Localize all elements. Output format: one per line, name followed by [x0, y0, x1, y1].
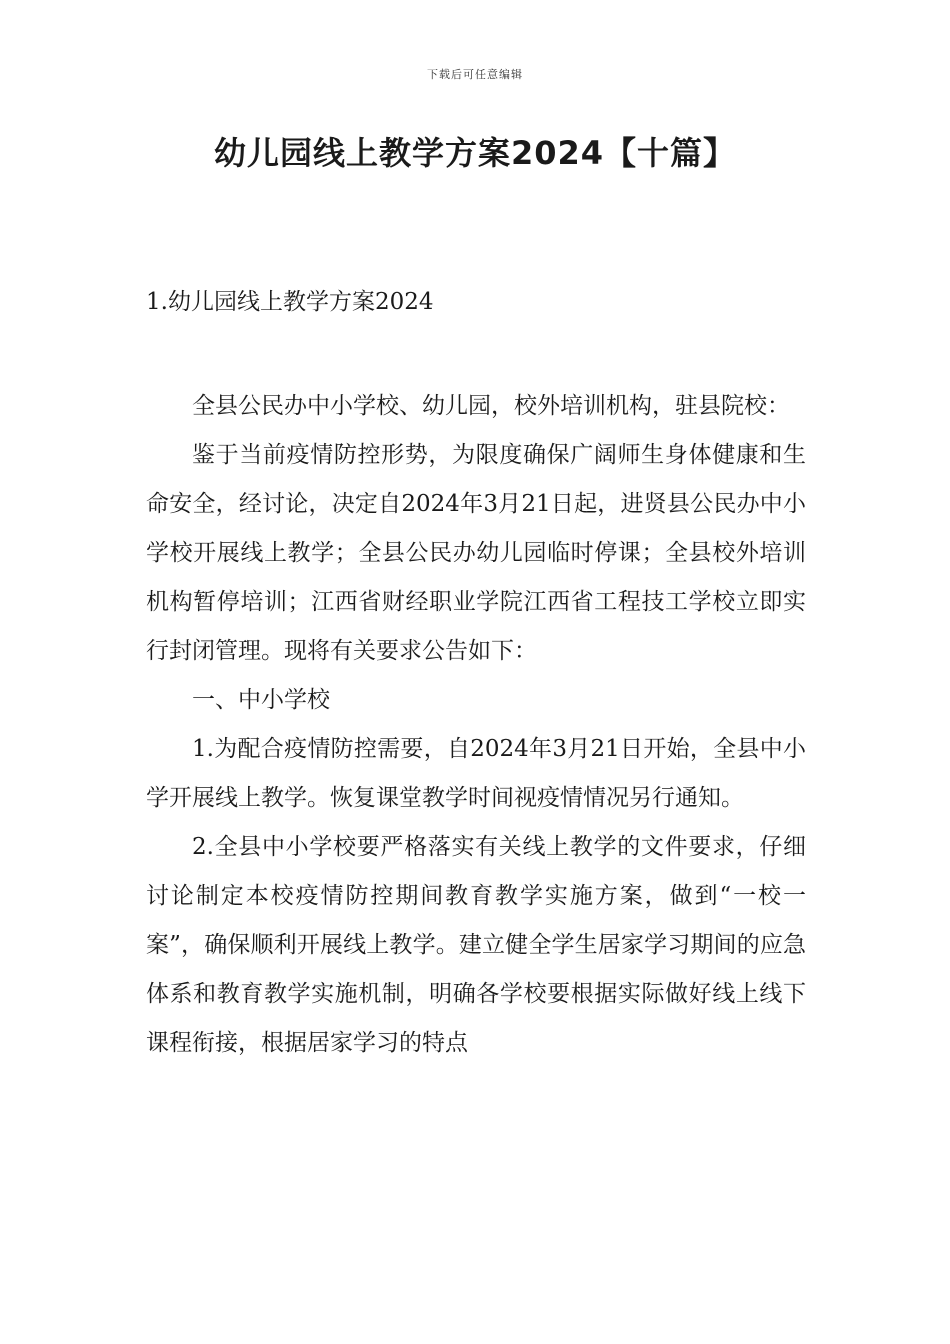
paragraph-decision: 鉴于当前疫情防控形势，为限度确保广阔师生身体健康和生命安全，经讨论，决定自2024年3月21日起，进贤县公民办中小学校开展线上教学；全县公民办幼儿园临时停课；全县校外培训机构暂停培训；江西省财经职业学院江西省工程技工学校立即实行封闭管理。现将有关要求公告如下：	[146, 442, 806, 664]
document-title: 幼儿园线上教学方案2024【十篇】	[213, 134, 737, 172]
paragraph-item-2: 2.全县中小学校要严格落实有关线上教学的文件要求，仔细讨论制定本校疫情防控期间教育教学实施方案，做到“一校一案”，确保顺利开展线上教学。建立健全学生居家学习期间的应急体系和教育教学实施机制，明确各学校要根据实际做好线上线下课程衔接，根据居家学习的特点	[146, 834, 806, 1056]
header-note: 下载后可任意编辑	[427, 68, 523, 81]
paragraph-recipients: 全县公民办中小学校、幼儿园，校外培训机构，驻县院校：	[192, 393, 790, 419]
section-heading: 1.幼儿园线上教学方案2024	[146, 289, 434, 315]
paragraph-item-1: 1.为配合疫情防控需要，自2024年3月21日开始，全县中小学开展线上教学。恢复课堂教学时间视疫情情况另行通知。	[146, 736, 806, 811]
paragraph-subheading: 一、中小学校	[192, 687, 330, 713]
document-body	[146, 278, 806, 1068]
